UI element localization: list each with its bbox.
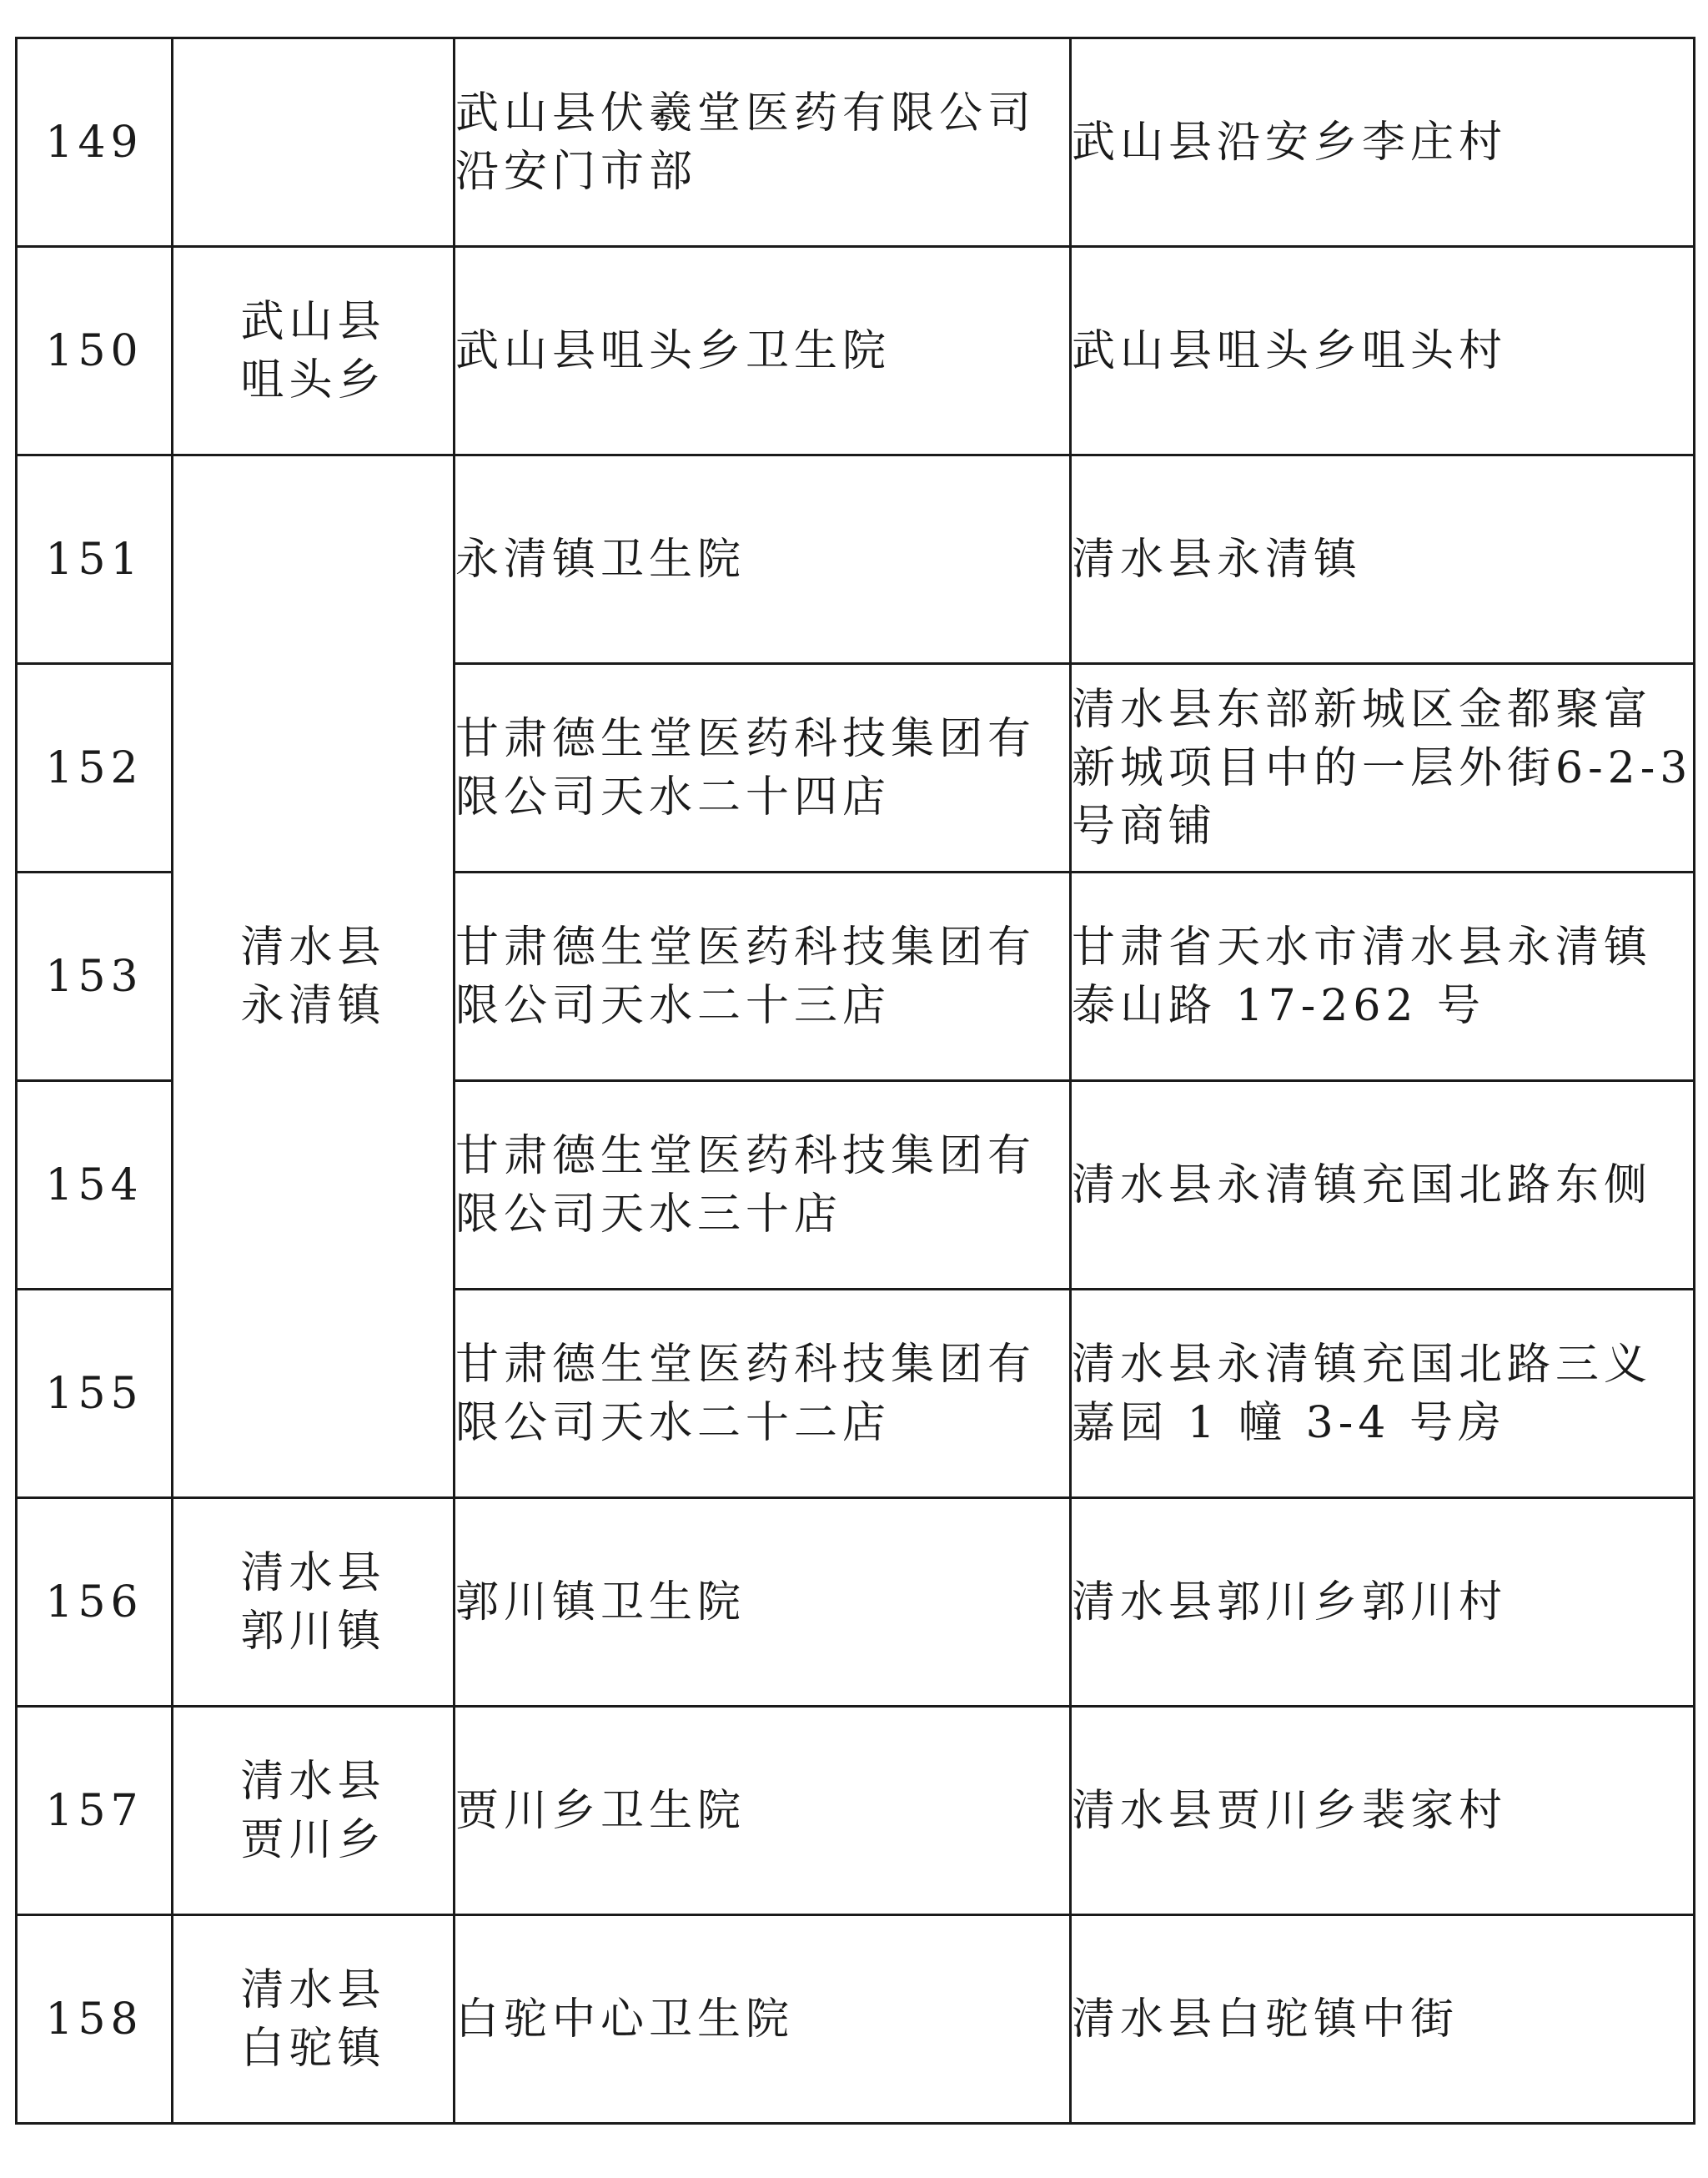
row-number: 155 [17, 1290, 173, 1498]
institution-address: 甘肃省天水市清水县永清镇泰山路 17-262 号 [1071, 873, 1695, 1081]
area-cell [173, 455, 455, 1498]
institution-name: 甘肃德生堂医药科技集团有限公司天水二十四店 [455, 664, 1071, 873]
area-cell [173, 1707, 455, 1915]
area-county: 清水县 [240, 1756, 386, 1807]
table-row [17, 455, 1695, 664]
table-row [17, 38, 1695, 247]
area-cell [173, 1498, 455, 1707]
institution-name: 武山县伏羲堂医药有限公司沿安门市部 [455, 38, 1071, 247]
row-number: 150 [17, 247, 173, 455]
area-township: 白驼镇 [240, 2023, 386, 2074]
area-county: 武山县 [240, 296, 386, 347]
area-cell [173, 38, 455, 247]
area-cell [173, 1915, 455, 2124]
row-number: 149 [17, 38, 173, 247]
institution-address: 武山县沿安乡李庄村 [1071, 38, 1695, 247]
area-county: 清水县 [240, 1964, 386, 2015]
institution-address: 清水县郭川乡郭川村 [1071, 1498, 1695, 1707]
institution-address: 清水县东部新城区金都聚富新城项目中的一层外街6-2-3 号商铺 [1071, 664, 1695, 873]
area-township: 贾川乡 [240, 1814, 386, 1865]
area-cell [173, 247, 455, 455]
institution-name: 甘肃德生堂医药科技集团有限公司天水二十二店 [455, 1290, 1071, 1498]
institution-address: 清水县永清镇 [1071, 455, 1695, 664]
institution-name: 甘肃德生堂医药科技集团有限公司天水二十三店 [455, 873, 1071, 1081]
row-number: 156 [17, 1498, 173, 1707]
table-row [17, 1915, 1695, 2124]
row-number: 152 [17, 664, 173, 873]
institution-name: 甘肃德生堂医药科技集团有限公司天水三十店 [455, 1081, 1071, 1290]
institution-name: 贾川乡卫生院 [455, 1707, 1071, 1915]
institution-address: 清水县贾川乡裴家村 [1071, 1707, 1695, 1915]
row-number: 153 [17, 873, 173, 1081]
institution-name: 郭川镇卫生院 [455, 1498, 1071, 1707]
row-number: 158 [17, 1915, 173, 2124]
row-number: 154 [17, 1081, 173, 1290]
table-row [17, 247, 1695, 455]
institution-address: 清水县永清镇充国北路三义嘉园 1 幢 3-4 号房 [1071, 1290, 1695, 1498]
area-township: 郭川镇 [240, 1606, 386, 1657]
row-number: 151 [17, 455, 173, 664]
area-county: 清水县 [240, 1547, 386, 1598]
institution-name: 武山县咀头乡卫生院 [455, 247, 1071, 455]
table-row [17, 1498, 1695, 1707]
area-township: 咀头乡 [240, 355, 386, 405]
area-county: 清水县 [240, 922, 386, 973]
institution-address: 清水县永清镇充国北路东侧 [1071, 1081, 1695, 1290]
institution-address: 武山县咀头乡咀头村 [1071, 247, 1695, 455]
row-number: 157 [17, 1707, 173, 1915]
institution-name: 白驼中心卫生院 [455, 1915, 1071, 2124]
table-row [17, 1707, 1695, 1915]
area-township: 永清镇 [240, 980, 386, 1031]
institution-address: 清水县白驼镇中街 [1071, 1915, 1695, 2124]
institution-table [15, 37, 1695, 2125]
institution-name: 永清镇卫生院 [455, 455, 1071, 664]
